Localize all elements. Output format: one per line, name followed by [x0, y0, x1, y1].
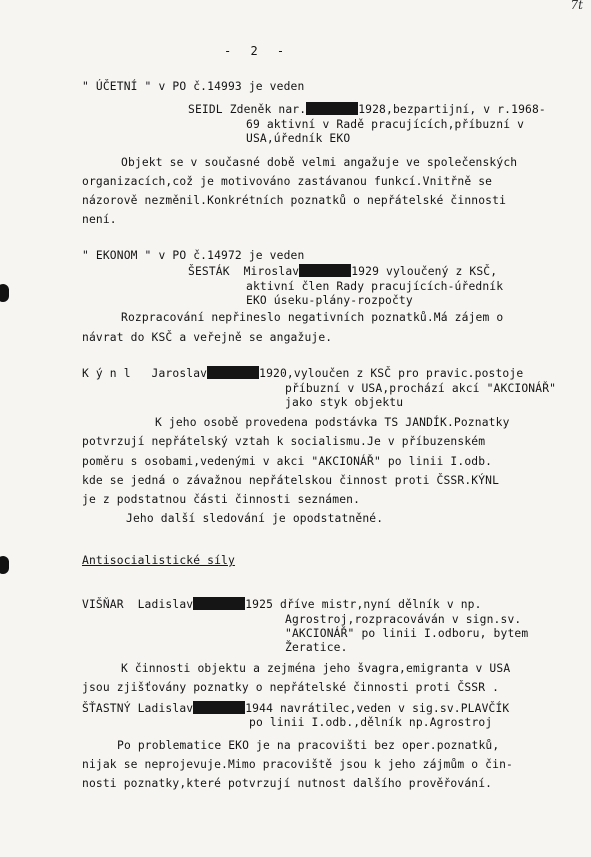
ucetni-header: " ÚČETNÍ " v PO č.14993 je veden [82, 80, 305, 93]
visnar-line-2: Agrostroj,rozpracováván v sign.sv. [285, 613, 522, 626]
kynl-body-4: kde se jedná o závažnou nepřátelskou činnost proti ČSSR.KÝNL [82, 474, 500, 487]
kynl-body-6: Jeho další sledování je opodstatněné. [126, 512, 384, 525]
closing-3: nosti poznatky,které potvrzují nutnost dalšího prověřování. [82, 777, 493, 790]
kynl-body-3: poměru s osobami,vedenými v akci "AKCIONÁŘ" po linii I.odb. [82, 455, 493, 468]
sestak-body-2: návrat do KSČ a veřejně se angažuje. [82, 331, 333, 344]
sestak-line-2: aktivní člen Rady pracujících-úředník [246, 280, 504, 293]
section-heading: Antisocialistické síly [82, 554, 235, 567]
visnar-line-3: "AKCIONÁŘ" po linii I.odboru, bytem [285, 627, 529, 640]
sestak-line-3: EKO úseku-plány-rozpočty [246, 294, 413, 307]
seidl-body-4: není. [82, 213, 117, 226]
redaction-bar [306, 102, 358, 115]
page-number: - 2 - [224, 44, 291, 58]
redaction-bar [193, 597, 245, 610]
punch-hole-bottom [0, 556, 9, 574]
stastny-line-2: po linii I.odb.,dělník np.Agrostroj [249, 716, 493, 729]
closing-1: Po problematice EKO je na pracovišti bez oper.poznatků, [117, 739, 500, 752]
kynl-body-2: potvrzují nepřátelský vztah k socialismu.Je v příbuzenském [82, 435, 486, 448]
kynl-line-1: K ý n l Jaroslav 1920,vyloučen z KSČ pro pravic.postoje [82, 367, 524, 380]
seidl-line-3: USA,úředník EKO [246, 132, 351, 145]
sestak-body-1: Rozpracování nepřineslo negativních poznatků.Má zájem o [121, 311, 504, 324]
stastny-line-1: ŠŤASTNÝ Ladislav 1944 navrátilec,veden v sig.sv.PLAVČÍK [82, 702, 510, 715]
seidl-body-2: organizacích,což je motivováno zastávanou funkcí.Vnitřně se [82, 175, 493, 188]
seidl-line-2: 69 aktivní v Radě pracujících,příbuzní v [246, 118, 525, 131]
punch-hole-top [0, 284, 9, 302]
redaction-bar [299, 264, 351, 277]
visnar-line-4: Žeratice. [285, 641, 348, 654]
closing-2: nijak se neprojevuje.Mimo pracoviště jsou k jeho zájmům o čin- [82, 758, 513, 771]
corner-mark: 7t [570, 0, 583, 12]
ekonom-header: " EKONOM " v PO č.14972 je veden [82, 249, 305, 262]
visnar-body-2: jsou zjišťovány poznatky o nepřátelské činnosti proti ČSSR . [82, 681, 500, 694]
kynl-body-1: K jeho osobě provedena podstávka TS JANDÍK.Poznatky [155, 416, 510, 429]
kynl-line-3: jako styk objektu [285, 396, 404, 409]
redaction-bar [193, 701, 245, 714]
visnar-line-1: VIŠŇAR Ladislav 1925 dříve mistr,nyní dělník v np. [82, 598, 482, 611]
redaction-bar [207, 366, 259, 379]
visnar-body-1: K činnosti objektu a zejména jeho švagra,emigranta v USA [121, 662, 511, 675]
seidl-body-1: Objekt se v současné době velmi angažuje ve společenských [121, 156, 518, 169]
seidl-body-3: názorově nezměnil.Konkrétních poznatků o nepřátelské činnosti [82, 194, 507, 207]
seidl-line-1: SEIDL Zdeněk nar. 1928,bezpartijní, v r.1968- [188, 103, 546, 116]
kynl-body-5: je z podstatnou části činnosti seznámen. [82, 493, 361, 506]
kynl-line-2: příbuzní v USA,prochází akcí "AKCIONÁŘ" [285, 382, 557, 395]
sestak-line-1: ŠESTÁK Miroslav 1929 vyloučený z KSČ, [188, 265, 498, 278]
